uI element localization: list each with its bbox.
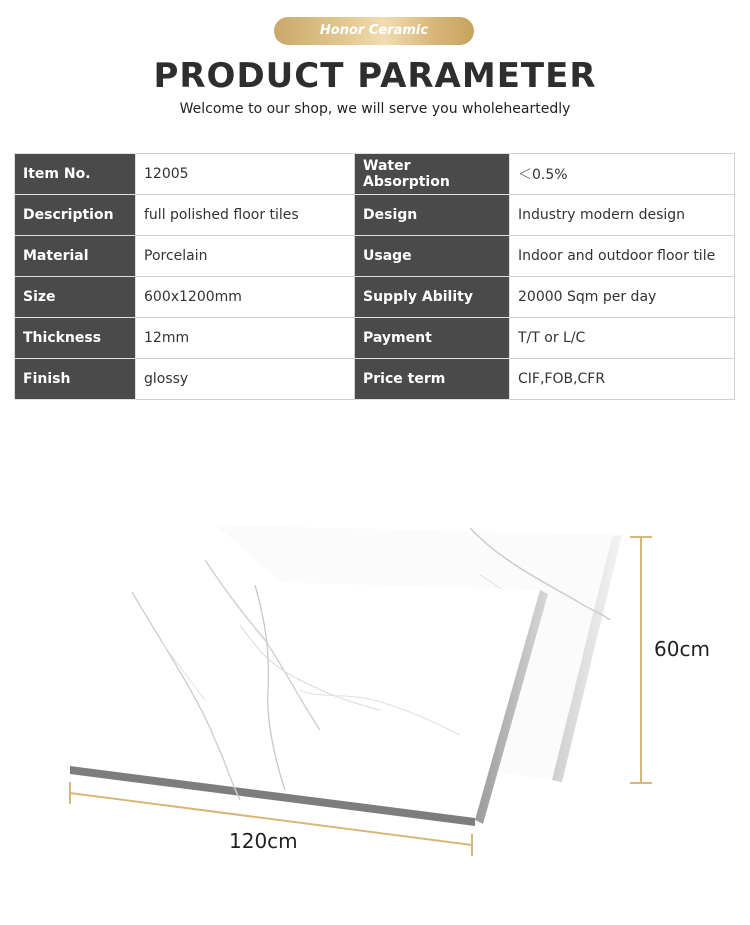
param-value: Industry modern design [510,195,735,236]
param-value: 12005 [136,154,355,195]
param-value: full polished floor tiles [136,195,355,236]
param-label: Finish [15,359,136,400]
height-dimension-line [630,537,652,783]
brand-badge: Honor Ceramic [274,17,474,45]
param-label: Material [15,236,136,277]
param-value: glossy [136,359,355,400]
page-subtitle: Welcome to our shop, we will serve you wholeheartedly [179,101,571,117]
param-label: Price term [355,359,510,400]
front-tile [70,560,548,826]
param-value: T/T or L/C [510,318,735,359]
param-value: Indoor and outdoor floor tile [510,236,735,277]
param-value: ＜0.5% [510,154,735,195]
param-label: Payment [355,318,510,359]
param-value: 20000 Sqm per day [510,277,735,318]
param-value: Porcelain [136,236,355,277]
param-label: Design [355,195,510,236]
param-value: 12mm [136,318,355,359]
param-label: Description [15,195,136,236]
param-value: CIF,FOB,CFR [510,359,735,400]
param-label: Thickness [15,318,136,359]
param-label: Water Absorption [355,154,510,195]
height-label: 60cm [654,637,710,661]
param-label: Supply Ability [355,277,510,318]
param-label: Size [15,277,136,318]
page-title: PRODUCT PARAMETER [153,56,597,96]
width-label: 120cm [229,829,298,853]
param-label: Usage [355,236,510,277]
param-value: 600x1200mm [136,277,355,318]
param-label: Item No. [15,154,136,195]
